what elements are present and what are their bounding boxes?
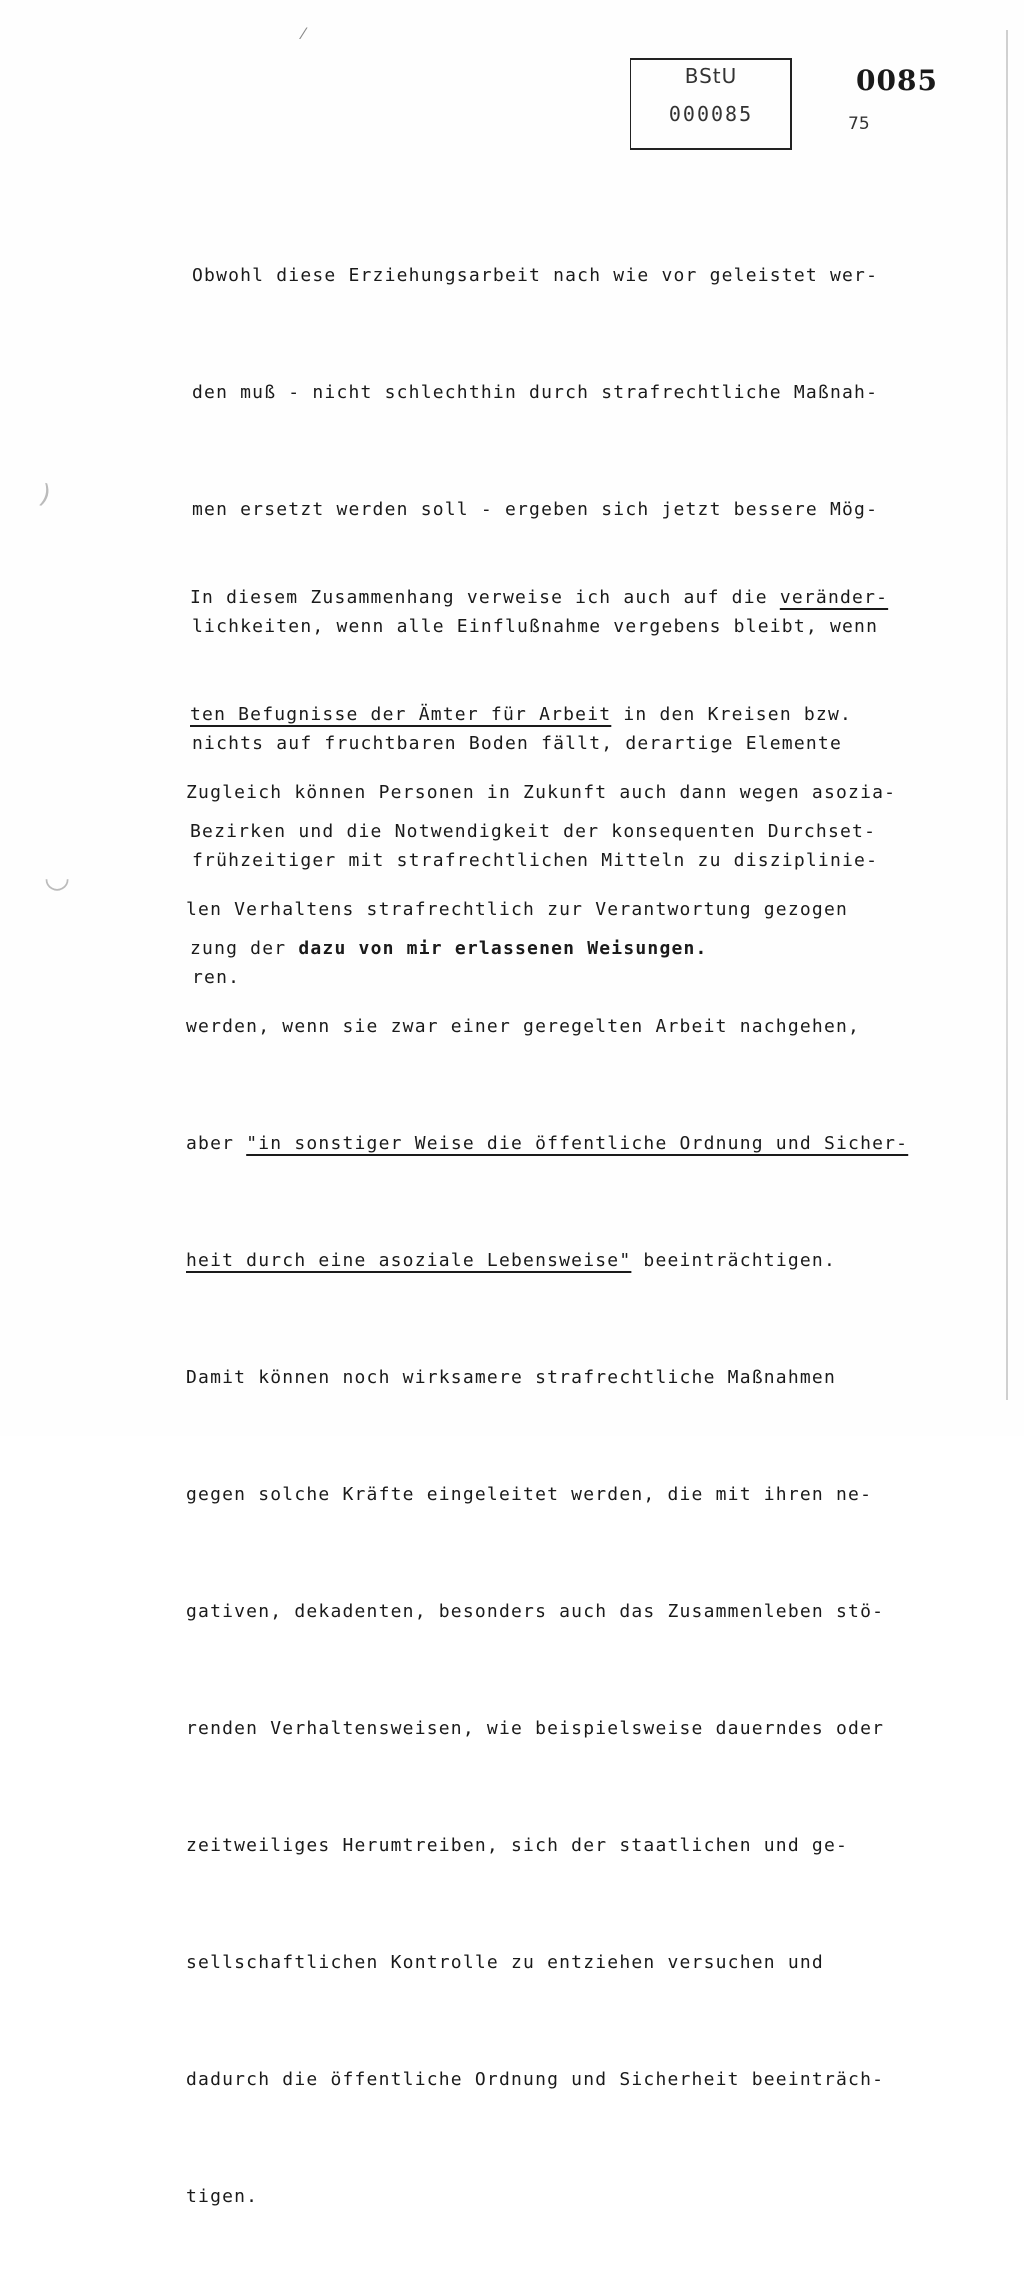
- text-line: men ersetzt werden soll - ergeben sich jetzt bessere Mög-: [192, 499, 879, 520]
- page-number: 75: [848, 114, 870, 134]
- text-segment: In diesem Zusammenhang verweise ich auch auf die: [190, 587, 780, 608]
- text-line: [186, 1124, 908, 1163]
- folio-number: 0085: [856, 64, 938, 97]
- text-line: Damit können noch wirksamere strafrechtliche Maßnahmen: [186, 1367, 836, 1388]
- stamp-archive-name: BStU: [684, 64, 738, 88]
- hole-punch-mark: ): [36, 479, 54, 511]
- archive-stamp: [630, 58, 792, 150]
- text-line: [186, 1241, 908, 1280]
- text-line: zeitweiliges Herumtreiben, sich der staatlichen und ge-: [186, 1835, 849, 1856]
- text-line: sellschaftlichen Kontrolle zu entziehen versuchen und: [186, 1952, 824, 1973]
- text-line: [190, 578, 888, 617]
- text-line: gegen solche Kräfte eingeleitet werden, die mit ihren ne-: [186, 1484, 873, 1505]
- text-line: renden Verhaltensweisen, wie beispielsweise dauerndes oder: [186, 1718, 885, 1739]
- text-line: werden, wenn sie zwar einer geregelten Arbeit nachgehen,: [186, 1016, 861, 1037]
- text-line: nichts auf fruchtbaren Boden fällt, derartige Elemente: [192, 733, 842, 754]
- hole-punch-mark: ◡: [44, 860, 71, 895]
- text-line: frühzeitiger mit strafrechtlichen Mitteln zu disziplinie-: [192, 850, 879, 871]
- underlined-quote: heit durch eine asoziale Lebensweise": [186, 1250, 632, 1271]
- text-line: gativen, dekadenten, besonders auch das Zusammenleben stö-: [186, 1601, 885, 1622]
- text-segment: zung der: [190, 938, 299, 959]
- page-edge-shadow: [1006, 30, 1008, 1400]
- bold-phrase: dazu von mir erlassenen Weisungen.: [298, 938, 708, 959]
- stray-mark: ⁄: [302, 24, 305, 43]
- text-segment: in den Kreisen bzw.: [611, 704, 853, 725]
- underlined-quote: "in sonstiger Weise die öffentliche Ordnung und Sicher-: [246, 1133, 909, 1154]
- text-line: Obwohl diese Erziehungsarbeit nach wie vor geleistet wer-: [192, 265, 879, 286]
- text-line: dadurch die öffentliche Ordnung und Sicherheit beeinträch-: [186, 2069, 885, 2090]
- text-line: tigen.: [186, 2186, 259, 2207]
- text-line: lichkeiten, wenn alle Einflußnahme vergebens bleibt, wenn: [192, 616, 879, 637]
- text-segment: aber: [186, 1133, 247, 1154]
- text-line: Bezirken und die Notwendigkeit der konsequenten Durchset-: [190, 821, 877, 842]
- text-line: len Verhaltens strafrechtlich zur Verantwortung gezogen: [186, 899, 849, 920]
- underlined-phrase: ten Befugnisse der Ämter für Arbeit: [190, 704, 612, 725]
- underlined-phrase: veränder-: [779, 587, 889, 608]
- stamp-archive-number: 000085: [668, 102, 754, 126]
- text-line: Zugleich können Personen in Zukunft auch dann wegen asozia-: [186, 782, 897, 803]
- text-line: den muß - nicht schlechthin durch strafrechtliche Maßnah-: [192, 382, 879, 403]
- text-segment: beeinträchtigen.: [631, 1250, 837, 1271]
- paragraph-3: [186, 695, 908, 2294]
- text-line: ren.: [192, 967, 241, 988]
